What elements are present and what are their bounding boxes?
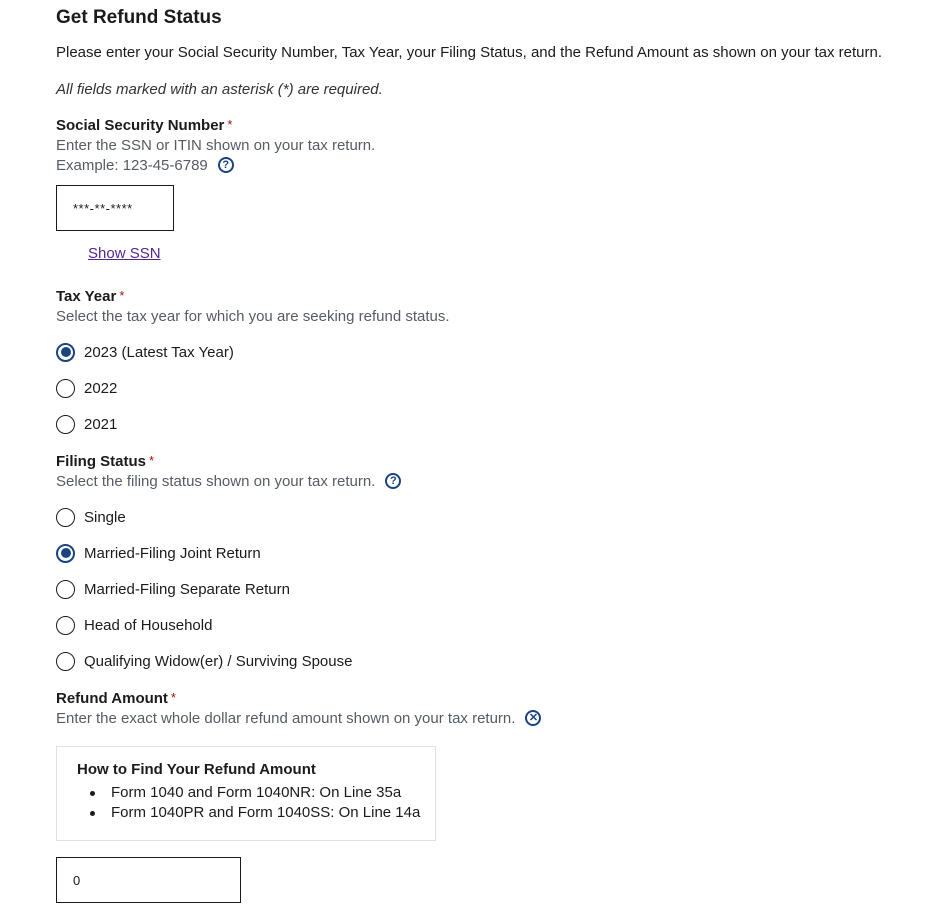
required-note: All fields marked with an asterisk (*) are required. [56, 81, 383, 98]
question-circle-icon[interactable]: ? [218, 157, 234, 173]
filing-status-option-married-joint[interactable] [56, 542, 261, 564]
page-title: Get Refund Status [56, 7, 222, 28]
list-item: Form 1040PR and Form 1040SS: On Line 14a [77, 803, 415, 823]
filing-status-option-qualifying-widow[interactable] [56, 650, 352, 672]
radio-label: 2023 (Latest Tax Year) [84, 343, 234, 361]
radio-button[interactable] [56, 508, 75, 527]
radio-button[interactable] [56, 343, 75, 362]
required-asterisk: * [227, 117, 233, 132]
info-box-title: How to Find Your Refund Amount [77, 761, 316, 778]
ssn-input[interactable] [56, 185, 174, 231]
filing-status-hint [56, 473, 401, 490]
tax-year-option-2021[interactable] [56, 413, 117, 435]
ssn-label-text: Social Security Number [56, 117, 225, 134]
tax-year-label [56, 288, 124, 305]
ssn-label [56, 117, 232, 134]
filing-status-option-single[interactable] [56, 506, 126, 528]
ssn-example-text: Example: 123-45-6789 [56, 157, 208, 174]
refund-amount-hint-text: Enter the exact whole dollar refund amount shown on your tax return. [56, 710, 516, 727]
radio-button[interactable] [56, 415, 75, 434]
radio-label: Qualifying Widow(er) / Surviving Spouse [84, 652, 353, 670]
info-box-list [77, 783, 421, 823]
show-ssn-link[interactable]: Show SSN [88, 245, 161, 262]
radio-label: Married-Filing Separate Return [84, 580, 290, 598]
close-circle-icon[interactable]: ✕ [525, 710, 541, 726]
ssn-example [56, 157, 234, 174]
radio-button[interactable] [56, 580, 75, 599]
refund-amount-label-text: Refund Amount [56, 690, 168, 707]
radio-button[interactable] [56, 544, 75, 563]
radio-label: Married-Filing Joint Return [84, 544, 261, 562]
radio-label: 2021 [84, 415, 118, 433]
tax-year-hint: Select the tax year for which you are seeking refund status. [56, 308, 450, 325]
filing-status-label [56, 453, 154, 470]
required-asterisk: * [170, 690, 176, 705]
filing-status-option-married-separate[interactable] [56, 578, 290, 600]
question-circle-icon[interactable]: ? [385, 473, 401, 489]
filing-status-label-text: Filing Status [56, 453, 146, 470]
radio-label: 2022 [84, 379, 118, 397]
filing-status-hint-text: Select the filing status shown on your tax return. [56, 473, 376, 490]
radio-button[interactable] [56, 616, 75, 635]
intro-text: Please enter your Social Security Number, Tax Year, your Filing Status, and the Refund Amount as shown on your tax return. [56, 44, 883, 61]
refund-amount-info-box [56, 746, 436, 841]
radio-label: Head of Household [84, 616, 213, 634]
filing-status-option-head-of-household[interactable] [56, 614, 212, 636]
radio-button[interactable] [56, 652, 75, 671]
tax-year-option-2023[interactable] [56, 341, 234, 363]
list-item: Form 1040 and Form 1040NR: On Line 35a [77, 783, 415, 803]
tax-year-label-text: Tax Year [56, 288, 117, 305]
refund-amount-hint [56, 710, 541, 727]
required-asterisk: * [149, 453, 155, 468]
refund-amount-label [56, 690, 176, 707]
radio-button[interactable] [56, 379, 75, 398]
refund-amount-input[interactable] [56, 857, 241, 903]
required-asterisk: * [119, 288, 125, 303]
tax-year-option-2022[interactable] [56, 377, 117, 399]
radio-label: Single [84, 508, 126, 526]
ssn-hint: Enter the SSN or ITIN shown on your tax return. [56, 137, 376, 154]
